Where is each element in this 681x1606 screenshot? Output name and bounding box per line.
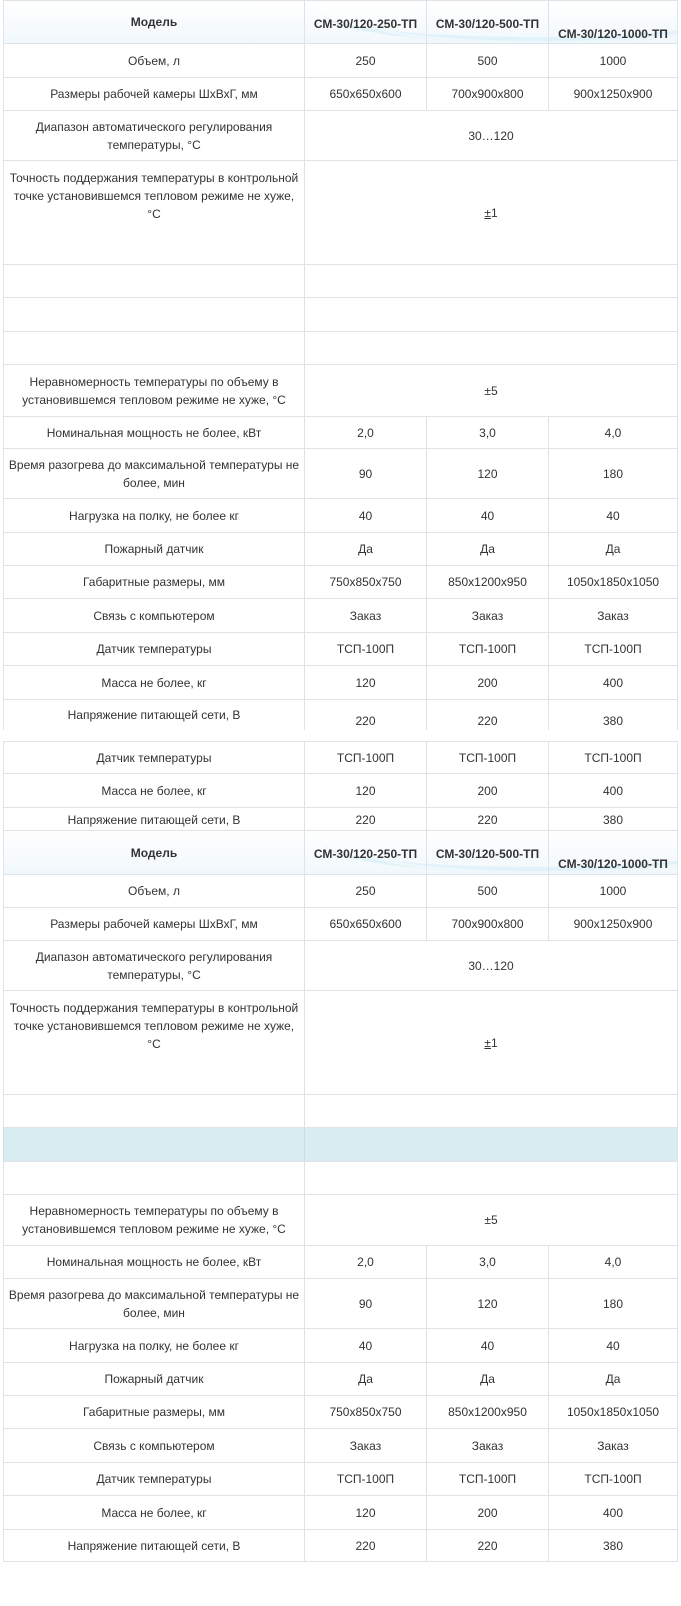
row-label: Датчик температуры — [3, 633, 304, 665]
table-row — [3, 1279, 678, 1329]
row-value: 380 — [548, 700, 678, 730]
table-row — [3, 1396, 678, 1429]
row-value — [304, 991, 678, 1094]
table-row — [3, 941, 678, 991]
model-label: Модель — [3, 831, 304, 874]
row-value — [304, 161, 678, 264]
row-label: Связь с компьютером — [3, 599, 304, 632]
table-row — [3, 1329, 678, 1363]
row-label: Объем, л — [3, 44, 304, 77]
empty-cell — [3, 1095, 304, 1127]
row-value: 500 — [426, 44, 548, 77]
row-value: Да — [548, 1363, 678, 1395]
row-value: 750x850x750 — [304, 1396, 426, 1428]
row-value: 400 — [548, 666, 678, 699]
table-row — [3, 666, 678, 700]
row-value: 900x1250x900 — [548, 908, 678, 940]
table-row — [3, 633, 678, 666]
empty-cell — [304, 1128, 678, 1161]
table-row — [3, 1530, 678, 1562]
row-value: Заказ — [426, 1429, 548, 1462]
empty-cell — [3, 298, 304, 331]
empty-row — [3, 1095, 678, 1128]
row-value: Заказ — [548, 599, 678, 632]
row-value: ТСП-100П — [426, 742, 548, 773]
row-value: 650x650x600 — [304, 908, 426, 940]
row-value: 400 — [548, 1496, 678, 1529]
row-value: 30…120 — [304, 941, 678, 990]
row-value: 700x900x800 — [426, 78, 548, 110]
model-name: СМ-30/120-500-ТП — [426, 831, 548, 874]
row-value: ±5 — [304, 365, 678, 416]
row-label: Объем, л — [3, 875, 304, 907]
row-label: Масса не более, кг — [3, 1496, 304, 1529]
table-row — [3, 875, 678, 908]
empty-cell — [3, 265, 304, 297]
table-row — [3, 533, 678, 566]
row-label: Номинальная мощность не более, кВт — [3, 1246, 304, 1278]
table-row — [3, 1463, 678, 1496]
row-value: Да — [304, 533, 426, 565]
empty-cell — [3, 1162, 304, 1194]
row-value: 4,0 — [548, 417, 678, 448]
row-value: 90 — [304, 1279, 426, 1328]
table-row — [3, 991, 678, 1095]
row-label: Диапазон автоматического регулирования температуры, °С — [3, 111, 304, 160]
plus-minus-sign: ± — [484, 205, 491, 220]
row-value: 200 — [426, 1496, 548, 1529]
row-value: 380 — [548, 808, 678, 832]
row-value: 40 — [304, 1329, 426, 1362]
row-value: 40 — [426, 499, 548, 532]
empty-cell — [304, 332, 678, 364]
plus-minus-sign: ± — [484, 1035, 491, 1050]
row-label: Связь с компьютером — [3, 1429, 304, 1462]
empty-cell — [3, 332, 304, 364]
row-value: 1000 — [548, 875, 678, 907]
spec-table-1 — [3, 0, 678, 832]
row-value: 120 — [304, 774, 426, 807]
empty-cell — [304, 1095, 678, 1127]
table-row — [3, 908, 678, 941]
row-label: Напряжение питающей сети, В — [3, 808, 304, 832]
row-value: Заказ — [304, 599, 426, 632]
row-value: 750x850x750 — [304, 566, 426, 598]
row-value: Да — [548, 533, 678, 565]
table-row — [3, 44, 678, 78]
row-label: Масса не более, кг — [3, 774, 304, 807]
table-row — [3, 599, 678, 633]
row-value: 250 — [304, 44, 426, 77]
row-value: 220 — [304, 1530, 426, 1561]
row-value: 650x650x600 — [304, 78, 426, 110]
empty-row — [3, 1162, 678, 1195]
row-label: Напряжение питающей сети, В — [3, 1530, 304, 1561]
row-value: 2,0 — [304, 1246, 426, 1278]
empty-row — [3, 332, 678, 365]
row-value: 120 — [426, 449, 548, 498]
table-row — [3, 700, 678, 742]
row-value: 40 — [304, 499, 426, 532]
row-value: 700x900x800 — [426, 908, 548, 940]
row-value: 850x1200x950 — [426, 566, 548, 598]
header-row — [3, 830, 678, 875]
row-value: ТСП-100П — [548, 742, 678, 773]
row-label: Неравномерность температуры по объему в установившемся тепловом режиме не хуже, °С — [3, 1195, 304, 1245]
row-value: 200 — [426, 774, 548, 807]
table-row — [3, 365, 678, 417]
empty-cell — [304, 1162, 678, 1194]
row-label: Неравномерность температуры по объему в установившемся тепловом режиме не хуже, °С — [3, 365, 304, 416]
row-value: 180 — [548, 449, 678, 498]
row-label: Время разогрева до максимальной температуры не более, мин — [3, 449, 304, 498]
empty-cell — [304, 298, 678, 331]
table-row — [3, 449, 678, 499]
model-label: Модель — [3, 1, 304, 43]
row-label: Габаритные размеры, мм — [3, 566, 304, 598]
row-value: 220 — [426, 700, 548, 730]
empty-row-highlighted — [3, 1128, 678, 1162]
table-row — [3, 742, 678, 774]
row-value: 380 — [548, 1530, 678, 1561]
accuracy-number: 1 — [490, 205, 498, 220]
row-value: ТСП-100П — [426, 633, 548, 665]
row-value: 3,0 — [426, 1246, 548, 1278]
row-value: 1000 — [548, 44, 678, 77]
table-row — [3, 1496, 678, 1530]
row-value: ТСП-100П — [304, 742, 426, 773]
row-value: Заказ — [426, 599, 548, 632]
table-row — [3, 499, 678, 533]
row-value: ТСП-100П — [304, 1463, 426, 1495]
header-row — [3, 0, 678, 44]
row-label: Размеры рабочей камеры ШхВхГ, мм — [3, 78, 304, 110]
row-label: Масса не более, кг — [3, 666, 304, 699]
row-value: 120 — [426, 1279, 548, 1328]
row-label: Датчик температуры — [3, 1463, 304, 1495]
table-row — [3, 566, 678, 599]
table-row — [3, 161, 678, 265]
row-label: Номинальная мощность не более, кВт — [3, 417, 304, 448]
table-row — [3, 1195, 678, 1246]
row-value: 500 — [426, 875, 548, 907]
row-label: Пожарный датчик — [3, 533, 304, 565]
row-value: 2,0 — [304, 417, 426, 448]
model-name: СМ-30/120-500-ТП — [426, 1, 548, 43]
row-value: Да — [426, 533, 548, 565]
row-label: Нагрузка на полку, не более кг — [3, 1329, 304, 1362]
row-value: 1050x1850x1050 — [548, 1396, 678, 1428]
row-value: ТСП-100П — [548, 633, 678, 665]
row-value: 400 — [548, 774, 678, 807]
empty-cell — [3, 1128, 304, 1161]
row-value: 30…120 — [304, 111, 678, 160]
row-label: Нагрузка на полку, не более кг — [3, 499, 304, 532]
row-value: Заказ — [304, 1429, 426, 1462]
row-value: 220 — [426, 808, 548, 832]
model-name: СМ-30/120-250-ТП — [304, 831, 426, 874]
row-value: 90 — [304, 449, 426, 498]
row-label: Датчик температуры — [3, 742, 304, 773]
row-label: Время разогрева до максимальной температуры не более, мин — [3, 1279, 304, 1328]
table-row — [3, 774, 678, 808]
row-label: Напряжение питающей сети, В — [3, 700, 304, 730]
row-label: Диапазон автоматического регулирования температуры, °С — [3, 941, 304, 990]
row-value: 4,0 — [548, 1246, 678, 1278]
empty-row — [3, 265, 678, 298]
accuracy-number: 1 — [490, 1035, 498, 1050]
table-row — [3, 1246, 678, 1279]
row-value: 120 — [304, 1496, 426, 1529]
row-value: 250 — [304, 875, 426, 907]
row-value: Заказ — [548, 1429, 678, 1462]
row-value: 220 — [304, 700, 426, 730]
row-value: 40 — [548, 1329, 678, 1362]
row-value: ±5 — [304, 1195, 678, 1245]
empty-cell — [304, 265, 678, 297]
row-value: 40 — [548, 499, 678, 532]
table-row — [3, 78, 678, 111]
row-value: 40 — [426, 1329, 548, 1362]
row-label: Габаритные размеры, мм — [3, 1396, 304, 1428]
row-value: ТСП-100П — [548, 1463, 678, 1495]
empty-row — [3, 298, 678, 332]
row-value: 1050x1850x1050 — [548, 566, 678, 598]
row-value: ТСП-100П — [426, 1463, 548, 1495]
model-name: СМ-30/120-1000-ТП — [548, 1, 678, 43]
row-label: Точность поддержания температуры в контрольной точке установившемся тепловом режиме не хуже, °С — [3, 991, 304, 1094]
row-value: ТСП-100П — [304, 633, 426, 665]
row-value: 200 — [426, 666, 548, 699]
model-name: СМ-30/120-250-ТП — [304, 1, 426, 43]
table-row — [3, 111, 678, 161]
table-row — [3, 1429, 678, 1463]
row-value: Да — [426, 1363, 548, 1395]
row-value: 3,0 — [426, 417, 548, 448]
row-label: Размеры рабочей камеры ШхВхГ, мм — [3, 908, 304, 940]
row-value: 850x1200x950 — [426, 1396, 548, 1428]
row-value: 120 — [304, 666, 426, 699]
row-value: 180 — [548, 1279, 678, 1328]
row-label: Точность поддержания температуры в контрольной точке установившемся тепловом режиме не хуже, °С — [3, 161, 304, 264]
spec-table-2 — [3, 830, 678, 1562]
model-name: СМ-30/120-1000-ТП — [548, 831, 678, 874]
row-value: 900x1250x900 — [548, 78, 678, 110]
table-row — [3, 808, 678, 832]
table-row — [3, 417, 678, 449]
row-value: 220 — [426, 1530, 548, 1561]
row-label: Пожарный датчик — [3, 1363, 304, 1395]
table-row — [3, 1363, 678, 1396]
row-value: 220 — [304, 808, 426, 832]
row-value: Да — [304, 1363, 426, 1395]
